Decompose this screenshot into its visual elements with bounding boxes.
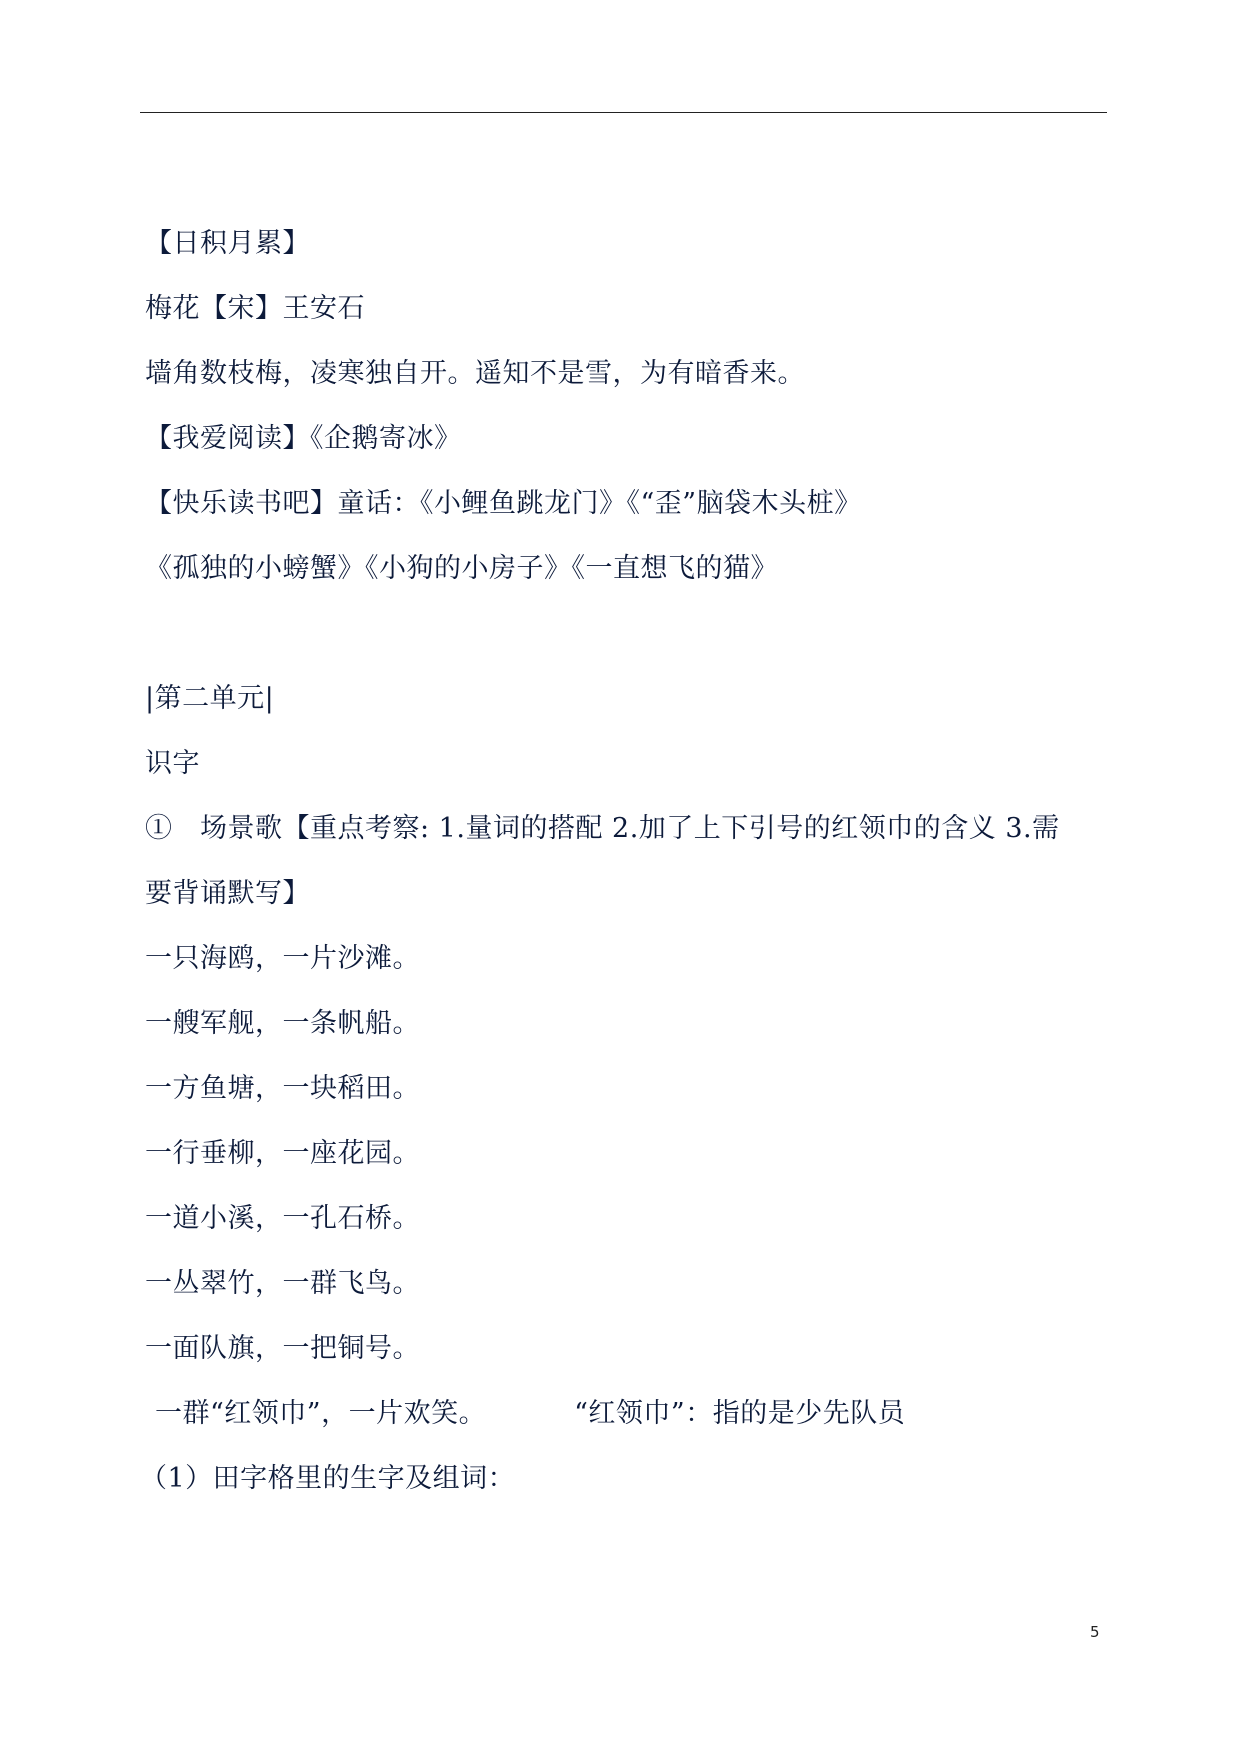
heading-daily-accumulation: 【日积月累】 — [145, 228, 310, 259]
verse-line: 一方鱼塘，一块稻田。 — [145, 1073, 420, 1104]
verse-line-with-note — [155, 1396, 905, 1432]
happy-reading-heading: 【快乐读书吧】童话：《小鲤鱼跳龙门》《“歪”脑袋木头桩》 — [145, 488, 862, 519]
unit-title: |第二单元| — [145, 683, 275, 714]
verse-line: 一道小溪，一孔石桥。 — [145, 1203, 420, 1234]
poem-title: 梅花【宋】王安石 — [145, 293, 365, 324]
verse-line: 一面队旗，一把铜号。 — [145, 1333, 420, 1364]
poem-text: 墙角数枝梅，凌寒独自开。遥知不是雪，为有暗香来。 — [145, 358, 805, 389]
header-rule — [140, 112, 1107, 113]
literacy-heading: 识字 — [145, 748, 200, 779]
reading-heading: 【我爱阅读】《企鹅寄冰》 — [145, 423, 462, 454]
verse-line: 一丛翠竹，一群飞鸟。 — [145, 1268, 420, 1299]
red-scarf-note: “红领巾”：指的是少先队员 — [574, 1398, 906, 1429]
verse-line: 一艘军舰，一条帆船。 — [145, 1008, 420, 1039]
lesson-title-line1: ① 场景歌【重点考察: 1.量词的搭配 2.加了上下引号的红领巾的含义 3.需 — [145, 813, 1060, 844]
exercise-heading: （1）田字格里的生字及组词： — [140, 1463, 516, 1494]
last-verse: 一群“红领巾”，一片欢笑。 — [155, 1398, 487, 1429]
verse-line: 一只海鸥，一片沙滩。 — [145, 943, 420, 974]
verse-line: 一行垂柳，一座花园。 — [145, 1138, 420, 1169]
page-number: 5 — [1090, 1623, 1100, 1641]
lesson-title-line2: 要背诵默写】 — [145, 878, 310, 909]
book-list-line: 《孤独的小螃蟹》《小狗的小房子》《一直想飞的猫》 — [145, 553, 778, 584]
